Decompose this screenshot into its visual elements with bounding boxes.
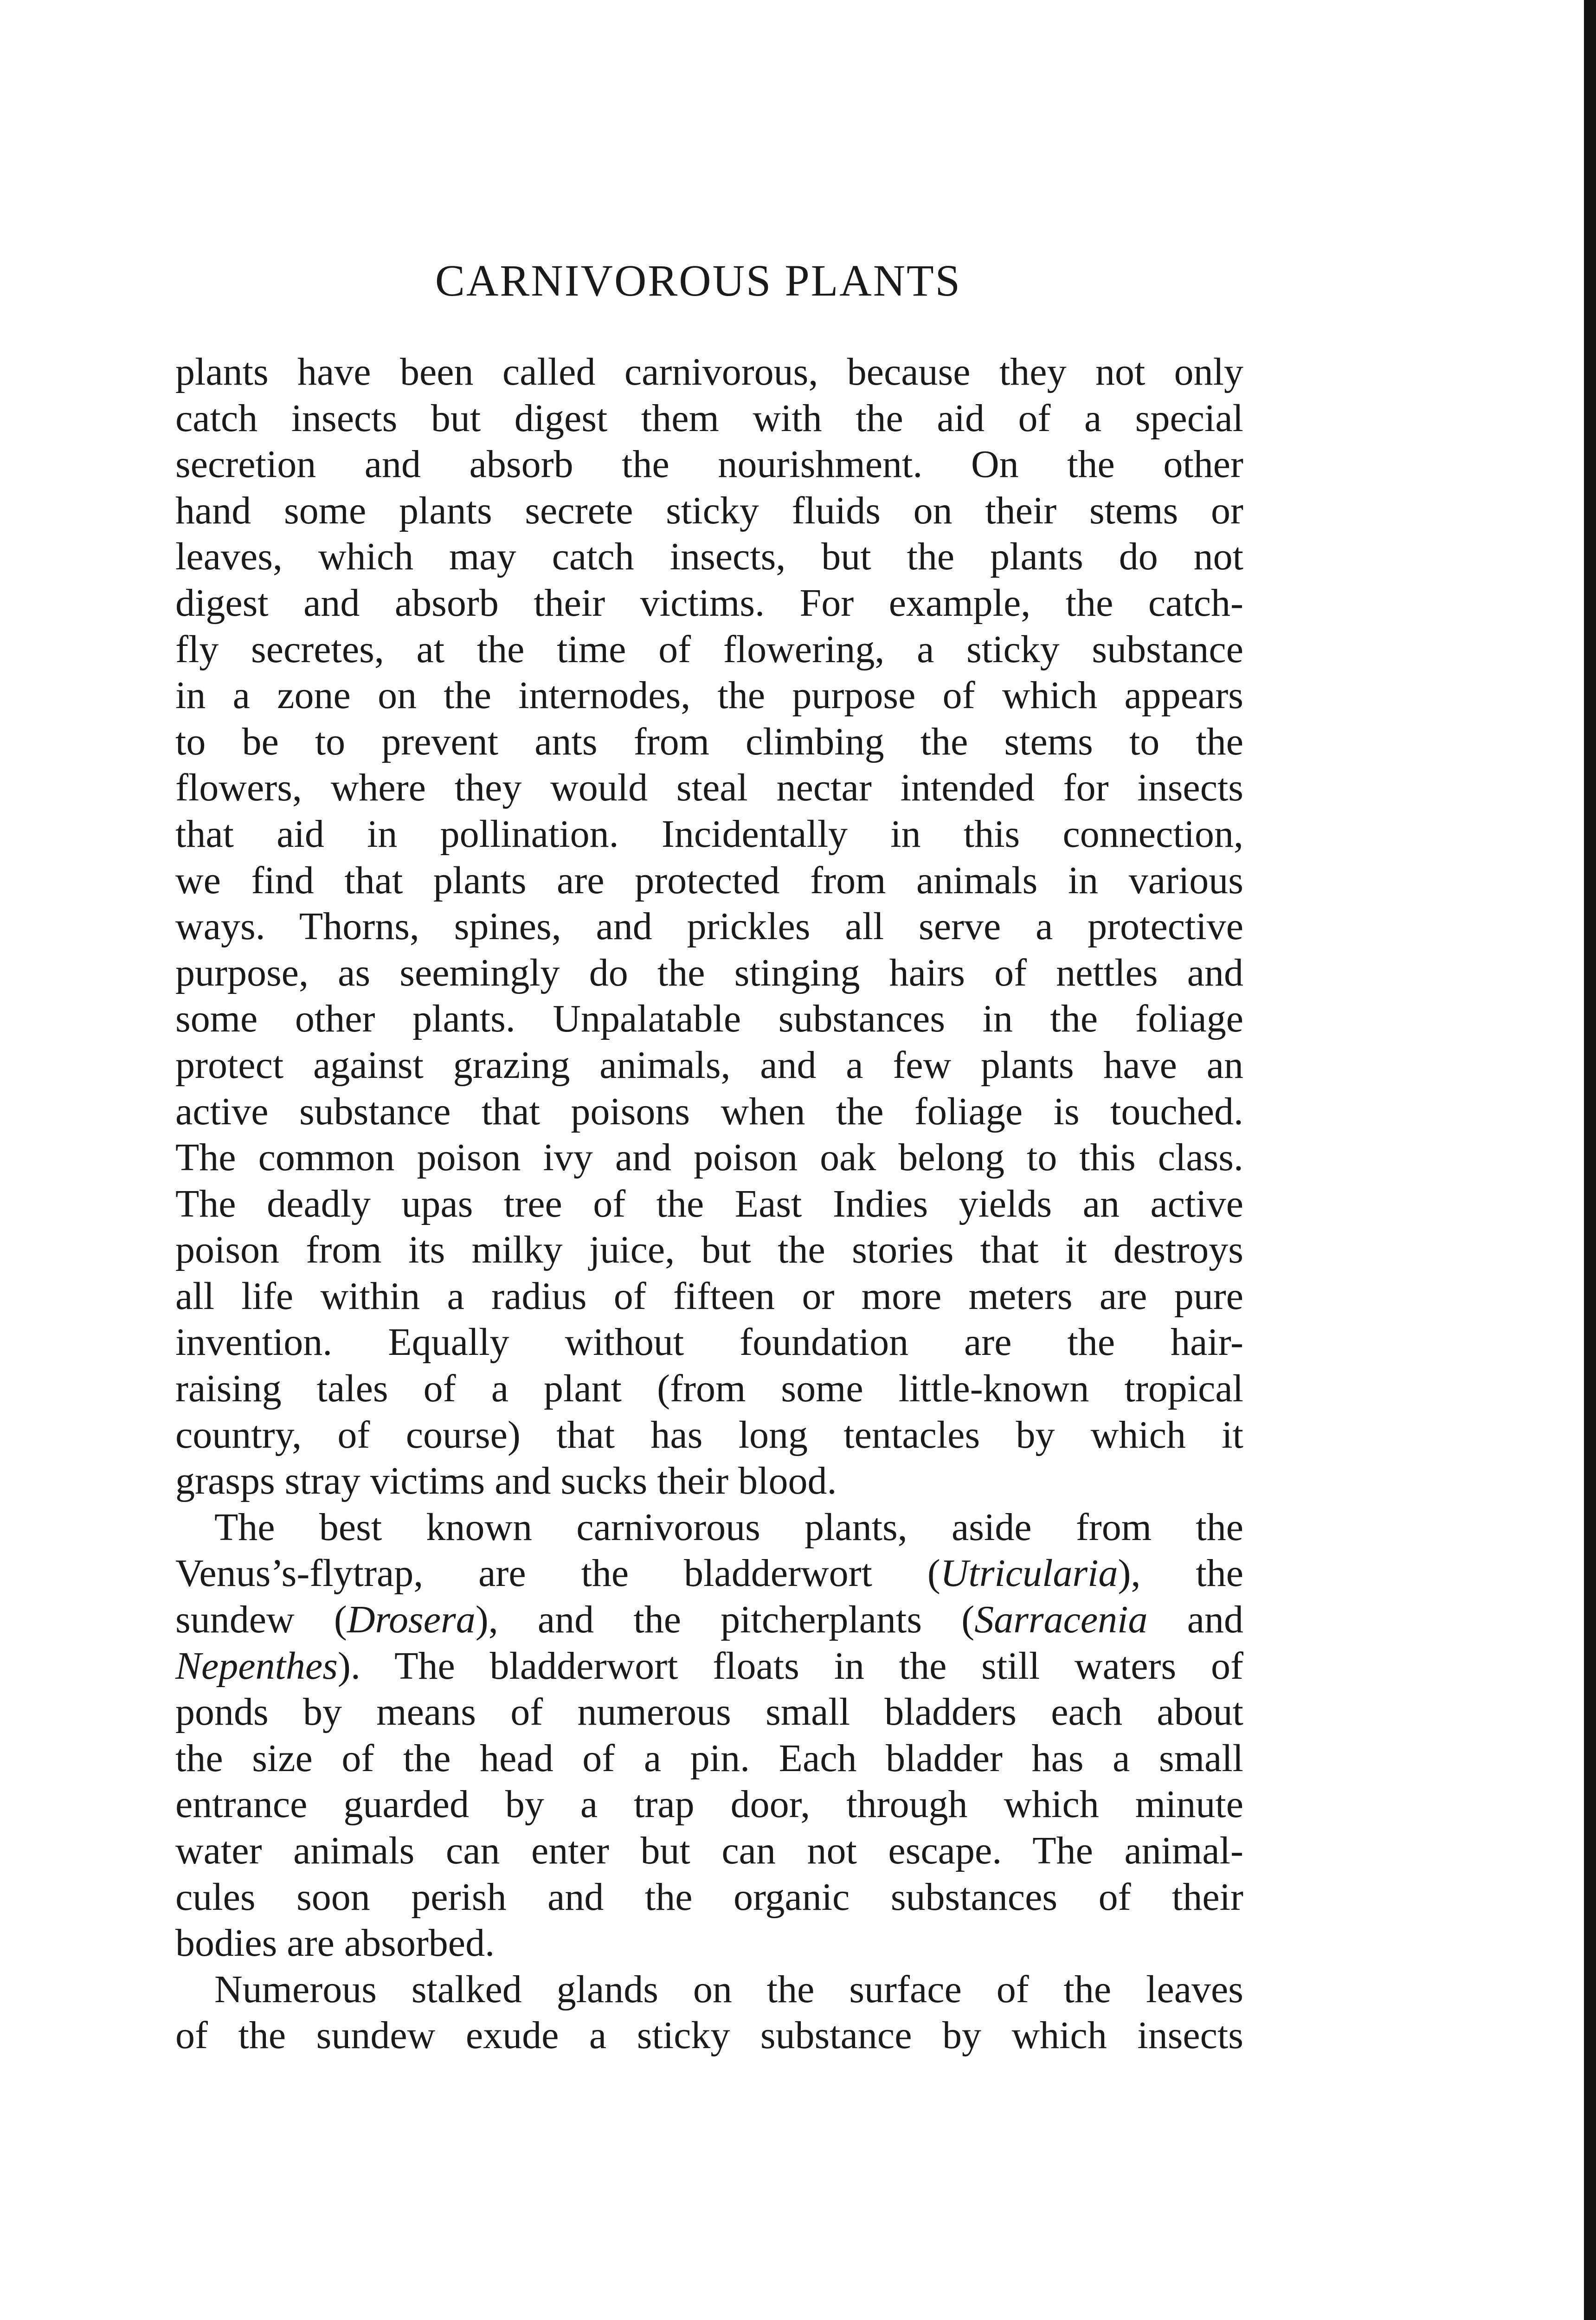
text-line: leaves, which may catch insects, but the plants do not [175, 535, 1243, 579]
text-line: plants have been called carnivorous, because they not only [175, 350, 1243, 393]
text-line: purpose, as seemingly do the stinging hairs of nettles and [175, 951, 1243, 994]
text-line: in a zone on the internodes, the purpose of which appears [175, 674, 1243, 717]
text-line: bodies are absorbed. [175, 1921, 495, 1965]
text-line: ways. Thorns, spines, and prickles all serve a protective [175, 905, 1243, 948]
genus-name: Sarracenia [974, 1598, 1148, 1642]
text-line: sundew (Drosera), and the pitcherplants (Sarracenia and [175, 1598, 1243, 1642]
text-line: The deadly upas tree of the East Indies yields an active [175, 1182, 1243, 1225]
text-line: fly secretes, at the time of flowering, a sticky substance [175, 627, 1243, 671]
text-line: hand some plants secrete sticky fluids on their stems or [175, 489, 1243, 532]
text-line: Numerous stalked glands on the surface of the leaves [214, 1967, 1243, 2011]
text-line: The common poison ivy and poison oak belong to this class. [175, 1136, 1243, 1179]
text-line: grasps stray victims and sucks their blood. [175, 1459, 837, 1503]
text-line: The best known carnivorous plants, aside from the [214, 1505, 1243, 1549]
text-line: all life within a radius of fifteen or more meters are pure [175, 1274, 1243, 1318]
text-line: to be to prevent ants from climbing the stems to the [175, 720, 1243, 763]
text-line: protect against grazing animals, and a few plants have an [175, 1043, 1243, 1087]
text-line: Venus’s-flytrap, are the bladderwort (Utricularia), the [175, 1552, 1243, 1595]
text-line: raising tales of a plant (from some little-known tropical [175, 1367, 1243, 1411]
text-line: the size of the head of a pin. Each bladder has a small [175, 1736, 1243, 1780]
text-line: we find that plants are protected from animals in various [175, 858, 1243, 902]
text-line: invention. Equally without foundation are the hair- [175, 1321, 1243, 1364]
text-line: ponds by means of numerous small bladders each about [175, 1690, 1243, 1734]
text-line: flowers, where they would steal nectar intended for insects [175, 766, 1243, 810]
genus-name: Nepenthes [175, 1644, 338, 1688]
text-line: Nepenthes). The bladderwort floats in the still waters of [175, 1644, 1243, 1688]
text-line: secretion and absorb the nourishment. On the other [175, 443, 1243, 486]
text-line: entrance guarded by a trap door, through which minute [175, 1783, 1243, 1826]
text-line: that aid in pollination. Incidentally in this connection, [175, 812, 1243, 856]
text-line: country, of course) that has long tentacles by which it [175, 1413, 1243, 1456]
text-line: catch insects but digest them with the aid of a special [175, 396, 1243, 440]
text-line: digest and absorb their victims. For example, the catch- [175, 581, 1243, 625]
running-head: CARNIVOROUS PLANTS [435, 256, 962, 305]
text-line: cules soon perish and the organic substances of their [175, 1875, 1243, 1919]
genus-name: Drosera [347, 1598, 476, 1642]
text-line: some other plants. Unpalatable substances in the foliage [175, 997, 1243, 1041]
genus-name: Utricularia [940, 1552, 1118, 1595]
text-line: poison from its milky juice, but the stories that it destroys [175, 1228, 1243, 1272]
page-edge-shadow [1584, 0, 1596, 2320]
text-line: active substance that poisons when the foliage is touched. [175, 1089, 1243, 1133]
text-line: of the sundew exude a sticky substance by which insects [175, 2014, 1243, 2057]
text-line: water animals can enter but can not escape. The animal- [175, 1829, 1243, 1872]
body-text [175, 349, 1243, 2059]
